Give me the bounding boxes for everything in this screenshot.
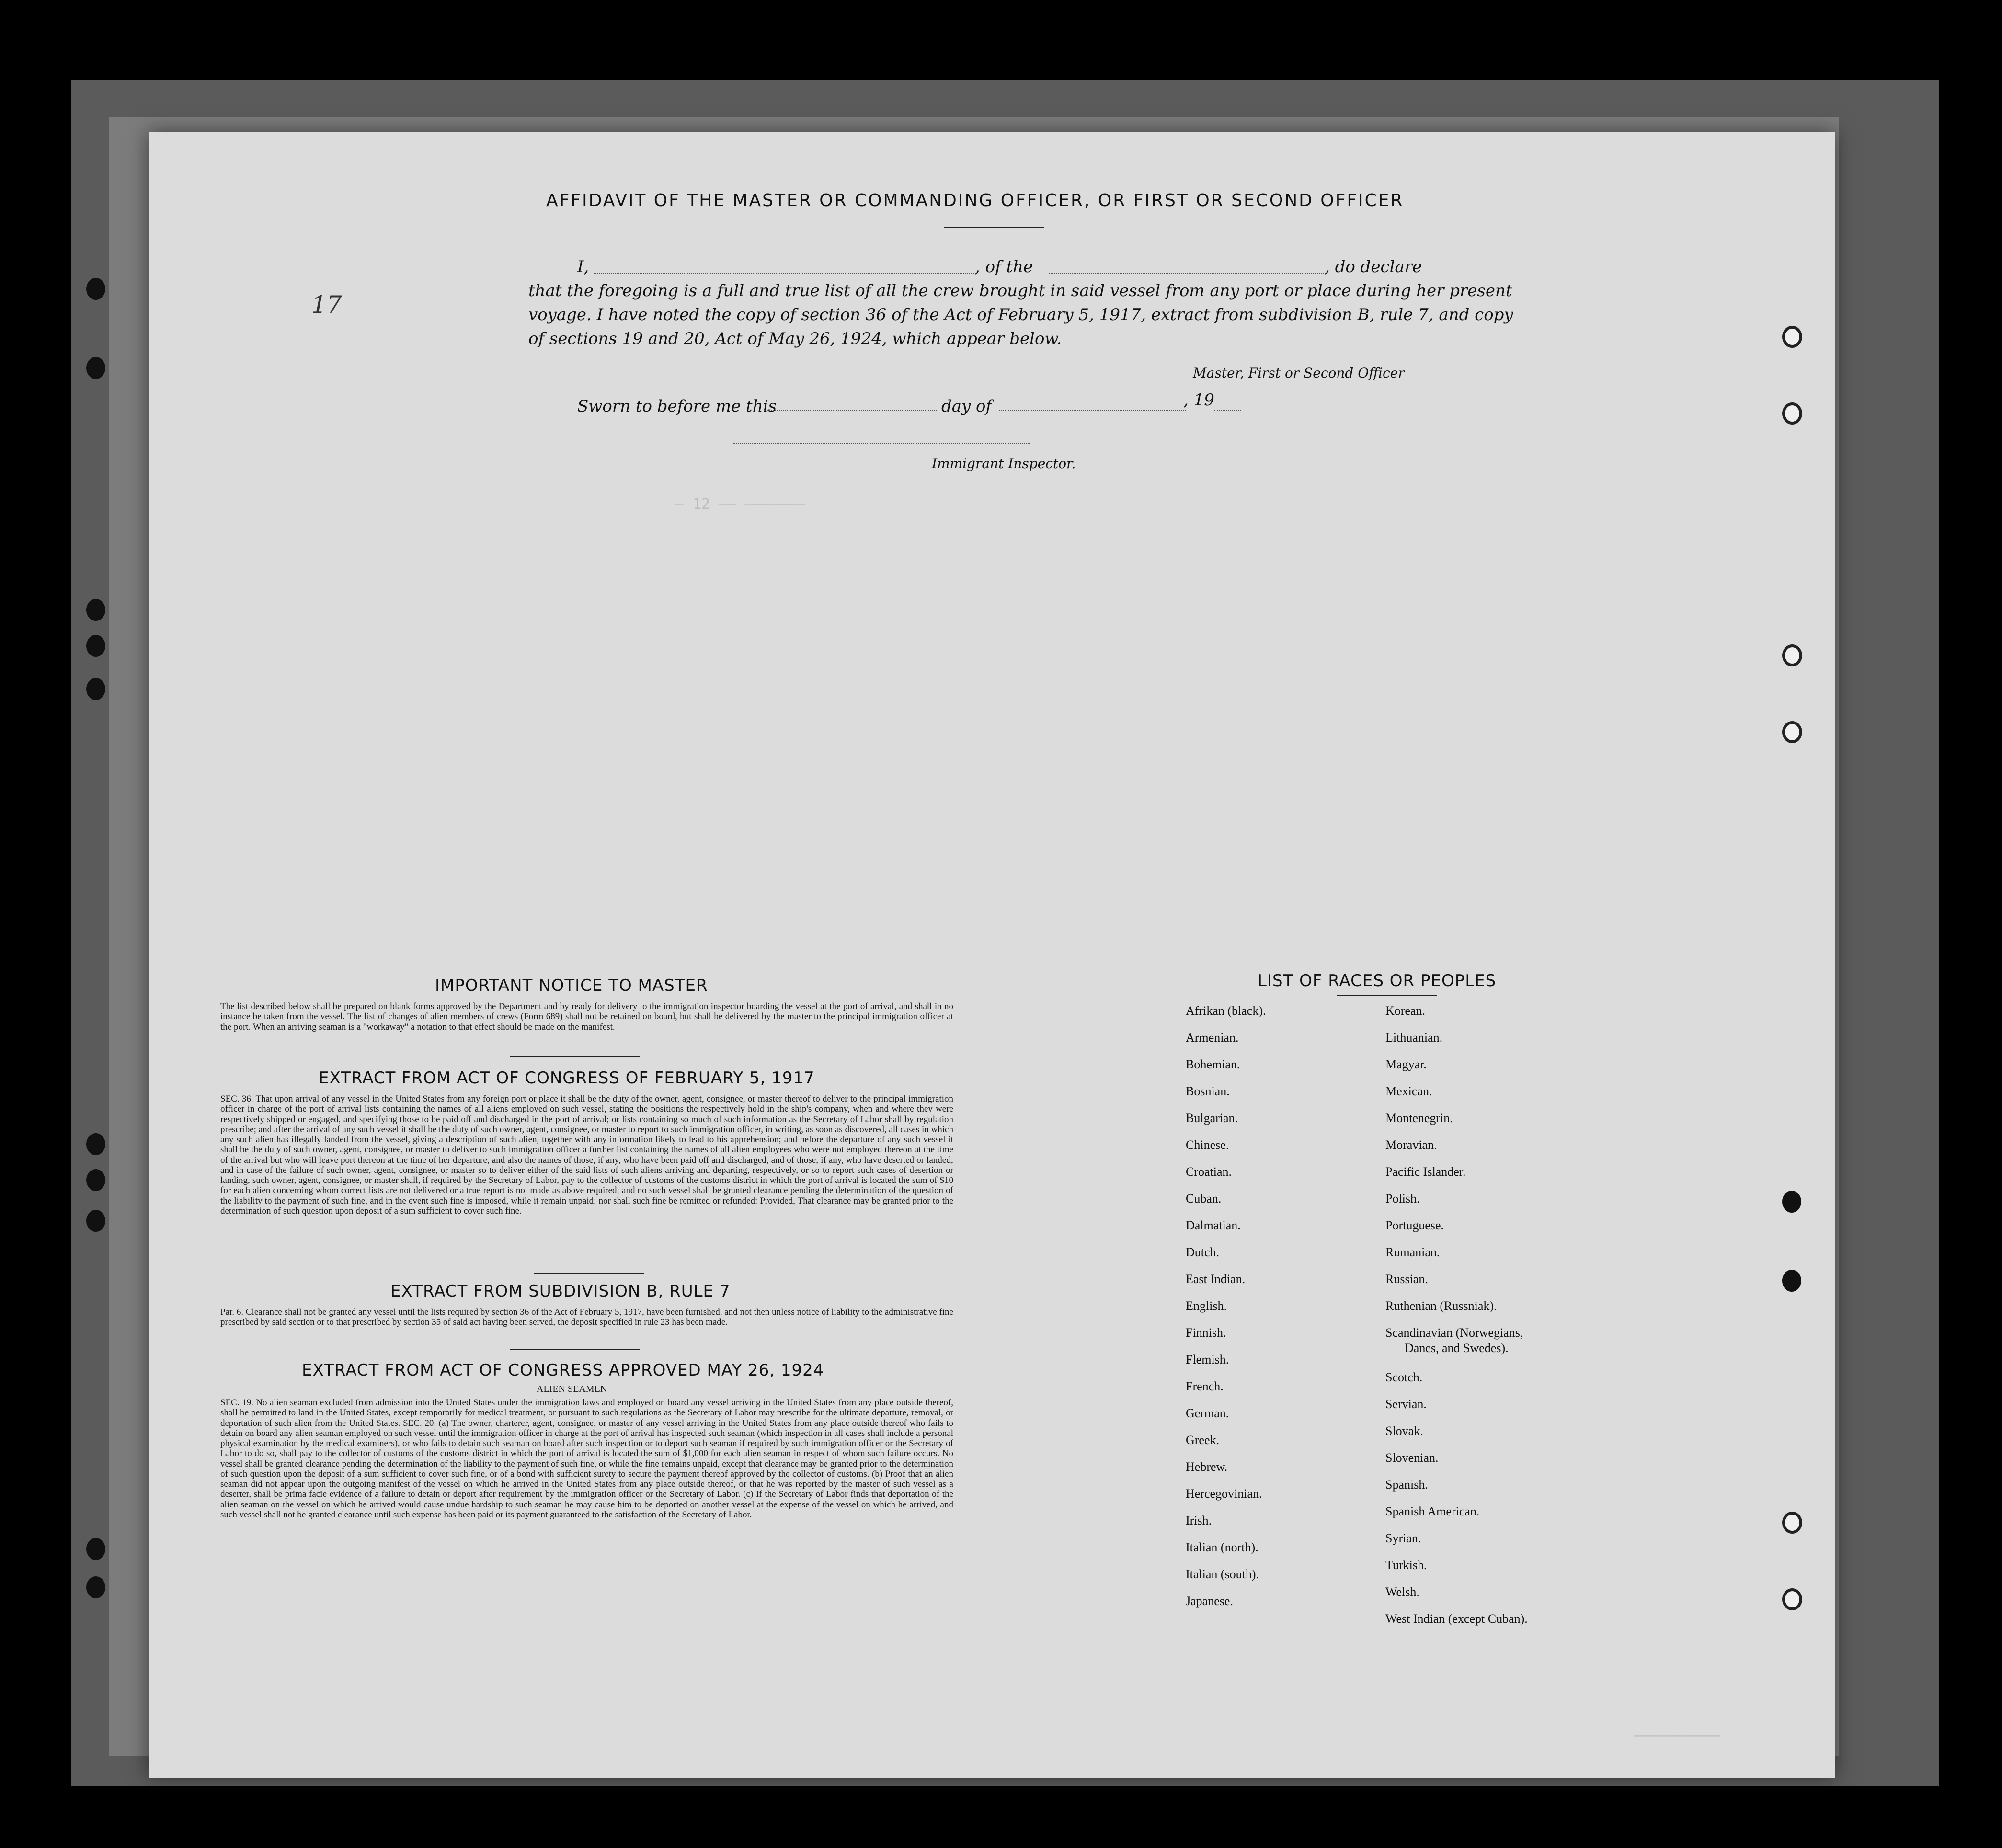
race-right: Syrian. [1385,1531,1421,1545]
race-right: Slovenian. [1385,1451,1439,1465]
section-rule [534,1273,644,1274]
section-rule [510,1056,640,1057]
race-right: Spanish American. [1385,1504,1480,1518]
race-right: Mexican. [1385,1084,1432,1098]
affidavit-of-the: , of the [975,257,1033,276]
race-right: Scandinavian (Norwegians, [1385,1326,1523,1340]
race-left: Croatian. [1186,1165,1232,1179]
affidavit-line-3: voyage. I have noted the copy of section 36 of the Act of February 5, 1917, extract from subdivision B, rule 7, and copy [528,305,1513,324]
sheet-hole [1782,402,1802,425]
binder-hole [86,278,105,300]
sworn-month-field[interactable] [999,410,1186,411]
race-right: West Indian (except Cuban). [1385,1612,1528,1626]
inspector-signature-line[interactable] [733,443,1030,444]
race-right: Slovak. [1385,1424,1423,1438]
binder-hole [86,635,105,657]
affidavit-do-declare: , do declare [1325,257,1422,276]
affidavit-title: AFFIDAVIT OF THE MASTER OR COMMANDING OFFICER, OR FIRST OR SECOND OFFICER [546,191,1404,210]
race-right: Rumanian. [1385,1245,1440,1259]
extract-1917-title: EXTRACT FROM ACT OF CONGRESS OF FEBRUARY 5, 1917 [319,1068,815,1088]
race-right: Moravian. [1385,1138,1437,1152]
binder-hole [86,678,105,700]
name-field[interactable] [594,273,977,274]
extract-1924-title: EXTRACT FROM ACT OF CONGRESS APPROVED MAY 26, 1924 [302,1361,824,1380]
section-rule [510,1349,640,1350]
extract-rule7-title: EXTRACT FROM SUBDIVISION B, RULE 7 [390,1282,731,1301]
race-left: Bohemian. [1186,1057,1240,1071]
race-left: French. [1186,1379,1224,1393]
extract-1917-body: SEC. 36. That upon arrival of any vessel in the United States from any foreign port or place it shall be the duty of the owner, agent, consignee, or master thereof to deliver to the principal immigration officer in charge of the port of arrival lists containing the names of all aliens employed on such vessel, stating the positions the respectively hold in the ship's company, when and where they were respectively shipped or engaged, and specifying those to be paid off and discharged in the port of arrival; or lists containing so much of such information as the Secretary of Labor shall by regulation prescribe; and after the arrival of any such vessel it shall be the duty of such owner, agent, consignee, or master to report to such immigration officer, in writing, as soon as discovered, all cases in which any such alien has illegally landed from the vessel, giving a description of such alien, together with any information likely to lead to his apprehension; and before the departure of any such vessel it shall be the duty of such owner, agent, consignee, or master to deliver to such immigration officer a further list containing the names of all alien employees who were not employed thereon at the time of the arrival but who will leave port thereon at the time of her departure, and also the names of those, if any, who have been paid off and discharged, and of those, if any, who have deserted or landed; and in case of the failure of such owner, agent, consignee, or master so to deliver either of the said lists of such aliens arriving and departing, respectively, or so to report such cases of desertion or landing, such owner, agent, consignee, or master shall, if required by the Secretary of Labor, pay to the collector of customs of the customs district in which the port of arrival is located the sum of $10 for each alien concerning whom correct lists are not delivered or a true report is not made as above required; and no such vessel shall be granted clearance pending the determination of the question of the liability to the payment of such fine, and in the event such fine is imposed, while it remain unpaid; nor shall such fine be remitted or refunded: Provided, That clearance may be granted prior to the determination of such question upon deposit of a sum sufficient to cover such fine. [220,1094,953,1216]
race-right: Pacific Islander. [1385,1165,1466,1179]
binder-hole [86,1133,105,1155]
race-right: Scotch. [1385,1370,1423,1384]
vessel-field[interactable] [1049,273,1327,274]
binder-hole [86,1538,105,1560]
race-right: Welsh. [1385,1585,1419,1599]
race-left: Japanese. [1186,1594,1233,1608]
inspector-label: Immigrant Inspector. [932,456,1076,471]
race-left: Cuban. [1186,1192,1222,1205]
race-right: Turkish. [1385,1558,1427,1572]
race-left: Flemish. [1186,1353,1229,1366]
margin-mark: 17 [311,291,342,319]
race-left: Italian (north). [1186,1540,1258,1554]
race-right: Russian. [1385,1272,1428,1286]
sworn-day-field[interactable] [764,410,937,411]
year-field[interactable] [1214,410,1241,411]
alien-seamen-subtitle: ALIEN SEAMEN [537,1384,607,1394]
notice-body: The list described below shall be prepared on blank forms approved by the Department and by ready for delivery to the immigration inspector boarding the vessel at the port of arrival, and shall in no instance be taken from the vessel. The list of changes of alien members of crews (Form 689) shall not be retained on board, but shall be delivered by the master to the principal immigration officer at the port. When an arriving seaman is a "workaway" a notation to that effect should be made on the manifest. [220,1001,953,1032]
race-right: Polish. [1385,1192,1420,1205]
day-of-label: day of [941,397,992,416]
binder-hole [86,599,105,621]
race-left: Hercegovinian. [1186,1487,1262,1501]
affidavit-line-4: of sections 19 and 20, Act of May 26, 1924, which appear below. [528,329,1062,348]
binder-hole [86,357,105,379]
binder-hole [86,1576,105,1598]
race-right: Lithuanian. [1385,1031,1443,1045]
sheet-hole [1782,326,1802,348]
document-sheet: — 12 —— ——————— —————————— AFFIDAVIT OF THE MASTER OR COMMANDING OFFICER, OR FIRST OR SECOND OFFICER 17 I, , of the , do declare that the foregoing is a full and true list of all the crew brought in said vessel from any port or place during her present voyage. I have noted the copy of section 36 of the Act of February 5, 1917, extract from subdivision B, rule 7, and copy of sections 19 and 20, Act of May 26, 1924, which appear below. Master, First or Second Officer Sworn to before me this day of , 19 Immigrant Inspector. IMPORTANT NOTICE TO MASTER The list described below shall be prepared on blank forms approved by the Department and by ready for delivery to the immigration inspector boarding the vessel at the port of arrival, and shall in no instance be taken from the vessel. The list of changes of alien members of crews (Form 689) shall not be retained on board, but shall be delivered by the master to the principal immigration officer at the port. When an arriving seaman is a "workaway" a notation to that effect should be made on the manifest. EXTRACT FROM ACT OF CONGRESS OF FEBRUARY 5, 1917 SEC. 36. That upon arrival of any vessel in the United States from any foreign port or place it shall be the duty of the owner, agent, consignee, or master thereof to deliver to the principal immigration officer in charge of the port of arrival lists containing the names of all aliens employed on such vessel, stating the positions the respectively hold in the ship's company, when and where they were respectively shipped or engaged, and specifying those to be paid off and discharged in the port of arrival; or lists containing so much of such information as the Secretary of Labor shall by regulation prescribe; and after the arrival of any such vessel it shall be the duty of such owner, agent, consignee, or master to report to such immigration officer, in writing, as soon as discovered, all cases in which any such alien has illegally landed from the vessel, giving a description of such alien, together with any information likely to lead to his apprehension; and before the departure of any such vessel it shall be the duty of such owner, agent, consignee, or master to deliver to such immigration officer a further list containing the names of all alien employees who were not employed thereon at the time of the arrival but who will leave port thereon at the time of her departure, and also the names of those, if any, who have been paid off and discharged, and of those, if any, who have deserted or landed; and in case of the failure of such owner, agent, consignee, or master so to deliver either of the said lists of such aliens arriving and departing, respectively, or so to report such cases of desertion or landing, such owner, agent, consignee, or master shall, if required by the Secretary of Labor, pay to the collector of customs of the customs district in which the port of arrival is located the sum of $10 for each alien concerning whom correct lists are not delivered or a true report is not made as above required; and no such vessel shall be granted clearance pending the determination of the question of the liability to the payment of such fine, and in the event such fine is imposed, while it remain unpaid; nor shall such fine be remitted or refunded: Provided, That clearance may be granted prior to the determination of such question upon deposit of a sum sufficient to cover such fine. EXTRACT FROM SUBDIVISION B, RULE 7 Par. 6. Clearance shall not be granted any vessel until the lists required by section 36 of the Act of February 5, 1917, have been furnished, and not then unless notice of liability to the administrative fine prescribed by said section or to that prescribed by section 35 of said act having been served, the deposit specified in rule 23 has been made. EXTRACT FROM ACT OF CONGRESS APPROVED MAY 26, 1924 ALIEN SEAMEN SEC. 19. No alien seaman excluded from admission into the United States under the immigration laws and employed on board any vessel arriving in the United States from any place outside thereof, shall be permitted to land in the United States, except temporarily for medical treatment, or pursuant to such regulations as the Secretary of Labor may prescribe for the ultimate departure, removal, or deportation of such alien from the United States. SEC. 20. (a) The owner, charterer, agent, consignee, or master of any vessel arriving in the United States from any place outside thereof who fails to detain on board any alien seaman employed on such vessel until the immigration officer in charge at the port of arrival has inspected such seaman (which inspection in all cases shall include a personal physical examination by the medical examiners), or who fails to detain such seaman on board after such inspection or to deport such seaman if required by such immigration officer or the Secretary of Labor to do so, shall pay to the collector of customs of the customs district in which the port of arrival is located the sum of $1,000 for each alien seaman in respect of whom such failure occurs. No vessel shall be granted clearance pending the determination of the liability to the payment of such fine, or while the fine remains unpaid, except that clearance may be granted prior to the determination of such question upon the deposit of a sum sufficient to cover such fine, or of a bond with sufficient surety to secure the payment thereof approved by the collector of customs. (b) Proof that an alien seaman did not appear upon the outgoing manifest of the vessel on which he arrived in the United States from any place outside thereof, or that he was reported by the master of such vessel as a deserter, shall be prima facie evidence of a failure to detain or deport after requirement by the immigration officer or the Secretary of Labor. (c) If the Secretary of Labor finds that deportation of the alien seaman on the vessel on which he arrived would cause undue hardship to such seaman he may cause him to be deported on another vessel at the expense of the vessel on which he arrived, and such vessel shall not be granted clearance until such expense has been paid or its payment guaranteed to the satisfaction of the Secretary of Labor. LIST OF RACES OR PEOPLES Afrikan (black). Armenian. Bohemian. Bosnian. Bulgarian. Chinese. Croatian. Cuban. Dalmatian. Dutch. East Indian. English. Finnish. Flemish. French. German. Greek. Hebrew. Hercegovinian. Irish. Italian (north). Italian (south). Japanese. Korean. Lithuanian. Magyar. Mexican. Montenegrin. Moravian. Pacific Islander. Polish. Portuguese. Rumanian. Russian. Ruthenian (Russniak). Scandinavian (Norwegians, Danes, and Swedes). Scotch. Servian. Slovak. Slovenian. Spanish. Spanish American. Syrian. Turkish. Welsh. West Indian (except Cuban). [149,132,1835,1778]
sheet-hole [1782,1588,1802,1610]
sheet-hole [1782,1270,1801,1292]
race-left: Dutch. [1186,1245,1220,1259]
race-left: Bosnian. [1186,1084,1230,1098]
sheet-hole [1782,644,1802,666]
race-left: Chinese. [1186,1138,1229,1152]
affidavit-i: I, [577,257,589,276]
race-right: Korean. [1385,1004,1426,1018]
race-right: Montenegrin. [1385,1111,1453,1125]
race-left: Italian (south). [1186,1567,1259,1581]
race-left: Hebrew. [1186,1460,1228,1474]
race-left: Finnish. [1186,1326,1226,1340]
sheet-hole [1782,1512,1802,1534]
race-left: English. [1186,1299,1227,1313]
race-left: Afrikan (black). [1186,1004,1266,1018]
races-title: LIST OF RACES OR PEOPLES [1258,971,1497,990]
extract-1924-body: SEC. 19. No alien seaman excluded from admission into the United States under the immigration laws and employed on board any vessel arriving in the United States from any place outside thereof, shall be permitted to land in the United States, except temporarily for medical treatment, or pursuant to such regulations as the Secretary of Labor may prescribe for the ultimate departure, removal, or deportation of such alien from the United States. SEC. 20. (a) The owner, charterer, agent, consignee, or master of any vessel arriving in the United States from any place outside thereof who fails to detain on board any alien seaman employed on such vessel until the immigration officer in charge at the port of arrival has inspected such seaman (which inspection in all cases shall include a personal physical examination by the medical examiners), or who fails to detain such seaman on board after such inspection or to deport such seaman if required by such immigration officer or the Secretary of Labor to do so, shall pay to the collector of customs of the customs district in which the port of arrival is located the sum of $1,000 for each alien seaman in respect of whom such failure occurs. No vessel shall be granted clearance pending the determination of the liability to the payment of such fine, or while the fine remains unpaid, except that clearance may be granted prior to the determination of such question upon the deposit of a sum sufficient to cover such fine, or of a bond with sufficient surety to secure the payment thereof approved by the collector of customs. (b) Proof that an alien seaman did not appear upon the outgoing manifest of the vessel on which he arrived in the United States from any place outside thereof, or that he was reported by the master of such vessel as a deserter, shall be prima facie evidence of a failure to detain or deport after requirement by the immigration officer or the Secretary of Labor. (c) If the Secretary of Labor finds that deportation of the alien seaman on the vessel on which he arrived would cause undue hardship to such seaman he may cause him to be deported on another vessel at the expense of the vessel on which he arrived, and such vessel shall not be granted clearance until such expense has been paid or its payment guaranteed to the satisfaction of the Secretary of Labor. [220,1398,953,1520]
race-right: Spanish. [1385,1478,1428,1492]
master-label: Master, First or Second Officer [1193,365,1405,381]
sheet-hole [1782,1191,1801,1213]
notice-title: IMPORTANT NOTICE TO MASTER [435,976,708,995]
sworn-label: Sworn to before me this [577,397,777,416]
race-right: Servian. [1385,1397,1427,1411]
race-left: Dalmatian. [1186,1218,1241,1232]
binder-hole [86,1169,105,1191]
race-left: Greek. [1186,1433,1220,1447]
binder-hole [86,1210,105,1232]
races-rule [1337,995,1437,996]
race-left: Armenian. [1186,1031,1239,1045]
race-right: Ruthenian (Russniak). [1385,1299,1497,1313]
race-right: Magyar. [1385,1057,1427,1071]
title-rule [944,227,1044,228]
race-right: Portuguese. [1385,1218,1444,1232]
race-right: Danes, and Swedes). [1405,1341,1509,1355]
extract-rule7-body: Par. 6. Clearance shall not be granted any vessel until the lists required by section 36 of the Act of February 5, 1917, have been furnished, and not then unless notice of liability to the administrative fine prescribed by said section or to that prescribed by section 35 of said act having been served, the deposit specified in rule 23 has been made. [220,1307,953,1328]
sheet-hole [1782,721,1802,743]
race-left: Bulgarian. [1186,1111,1238,1125]
race-left: East Indian. [1186,1272,1246,1286]
race-left: German. [1186,1406,1229,1420]
race-left: Irish. [1186,1514,1212,1527]
year-label: , 19 [1183,390,1214,410]
affidavit-line-2: that the foregoing is a full and true list of all the crew brought in said vessel from any port or place during her present [528,281,1512,300]
